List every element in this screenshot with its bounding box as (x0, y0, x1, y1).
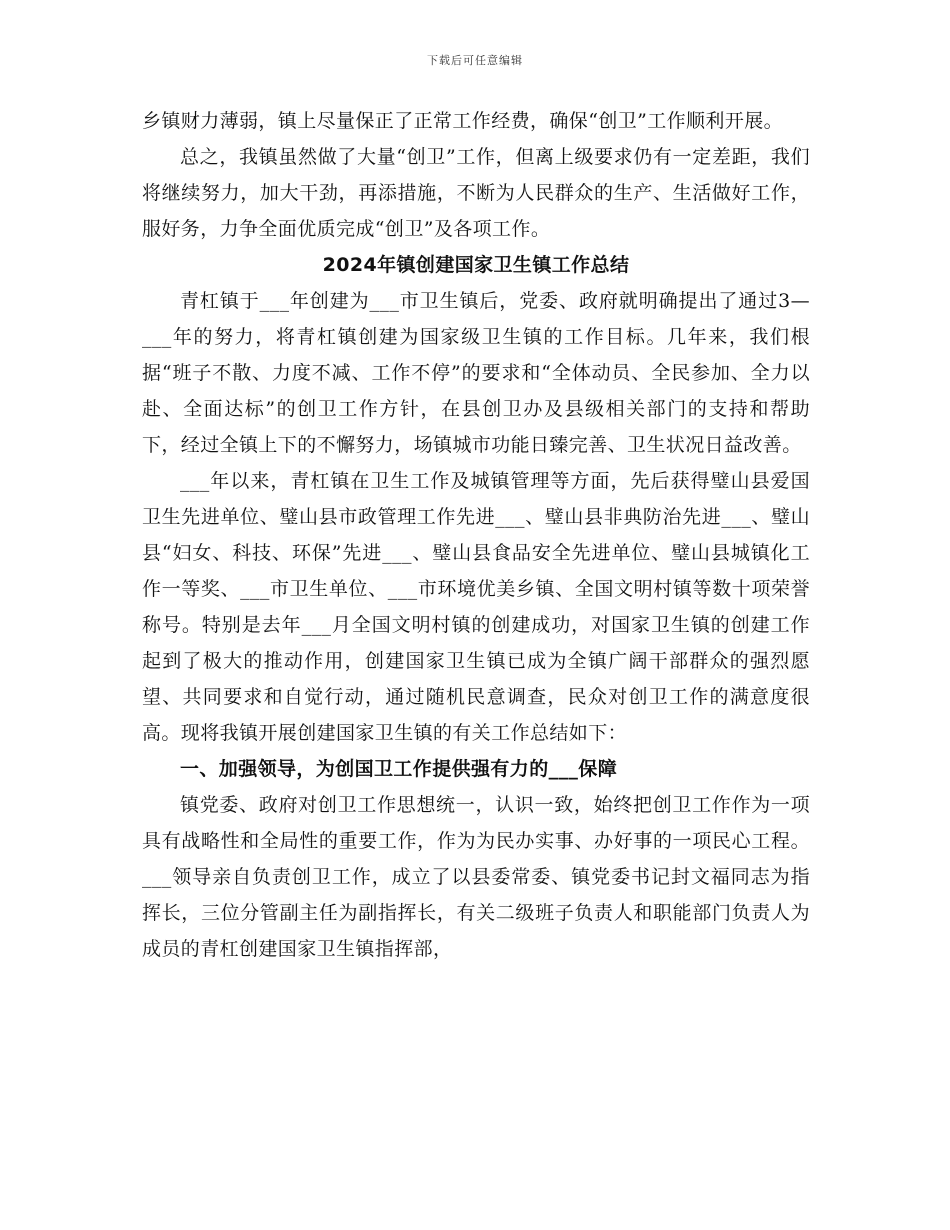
paragraph-leadership: 镇党委、政府对创卫工作思想统一，认识一致，始终把创卫工作作为一项具有战略性和全局性的重要工作，作为为民办实事、办好事的一项民心工程。___领导亲自负责创卫工作，成立了以县委常委、镇党委书记封文福同志为指挥长，三位分管副主任为副指挥长，有关二级班子负责人和职能部门负责人为成员的青杠创建国家卫生镇指挥部， (142, 794, 810, 960)
section-heading-leadership: 一、加强领导，为创国卫工作提供强有力的___保障 (180, 758, 618, 780)
document-body (142, 103, 810, 967)
paragraph-funding: 乡镇财力薄弱，镇上尽量保正了正常工作经费，确保“创卫”工作顺利开展。 (142, 110, 784, 132)
paragraph-honors: ___年以来，青杠镇在卫生工作及城镇管理等方面，先后获得璧山县爱国卫生先进单位、璧山县市政管理工作先进___、璧山县非典防治先进___、璧山县“妇女、科技、环保”先进___、璧山县食品安全先进单位、璧山县城镇化工作一等奖、___市卫生单位、___市环境优美乡镇、全国文明村镇等数十项荣誉称号。特别是去年___月全国文明村镇的创建成功，对国家卫生镇的创建工作起到了极大的推动作用，创建国家卫生镇已成为全镇广阔干部群众的强烈愿望、共同要求和自觉行动，通过随机民意调查，民众对创卫工作的满意度很高。现将我镇开展创建国家卫生镇的有关工作总结如下： (142, 470, 810, 744)
paragraph-conclusion: 总之，我镇虽然做了大量“创卫”工作，但离上级要求仍有一定差距，我们将继续努力，加大干劲，再添措施，不断为人民群众的生产、生活做好工作，服好务，力争全面优质完成“创卫”及各项工作。 (142, 146, 810, 240)
document-title: 2024年镇创建国家卫生镇工作总结 (322, 254, 630, 276)
paragraph-intro: 青杠镇于___年创建为___市卫生镇后，党委、政府就明确提出了通过3—___年的努力，将青杠镇创建为国家级卫生镇的工作目标。几年来，我们根据“班子不散、力度不减、工作不停”的要求和“全体动员、全民参加、全力以赴、全面达标”的创卫工作方针，在县创卫办及县级相关部门的支持和帮助下，经过全镇上下的不懈努力，场镇城市功能日臻完善、卫生状况日益改善。 (142, 290, 810, 456)
page-header: 下载后可任意编辑 (427, 54, 523, 67)
